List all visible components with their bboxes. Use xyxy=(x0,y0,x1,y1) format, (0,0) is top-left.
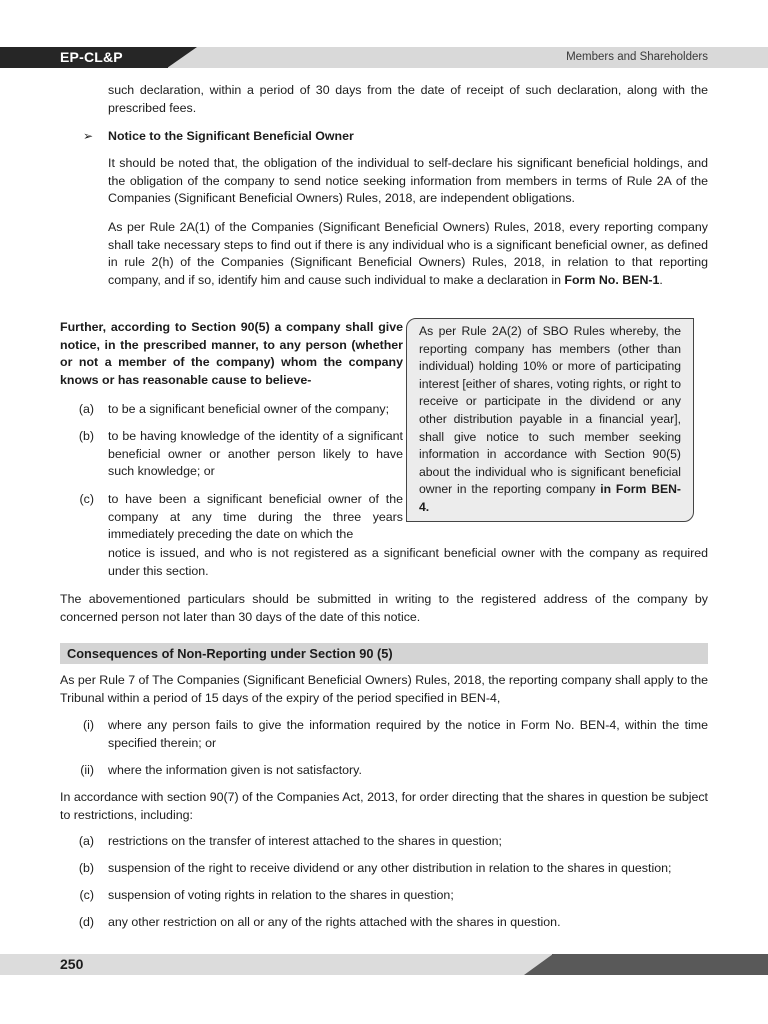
restriction-c-text: suspension of voting rights in relation to the shares in question; xyxy=(108,888,454,902)
restriction-b-text: suspension of the right to receive dividend or any other distribution in relation to the shares in question; xyxy=(108,861,672,875)
paragraph-submit: The abovementioned particulars should be submitted in writing to the registered address of the company by concerned person not later than 30 days of the date of this notice. xyxy=(60,592,708,624)
header-chapter-title: Members and Shareholders xyxy=(566,51,708,63)
restriction-d-text: any other restriction on all or any of the rights attached with the shares in question. xyxy=(108,915,561,929)
paragraph-rule-2a1 xyxy=(108,219,708,289)
restriction-label-a: (a) xyxy=(78,834,94,848)
header-tab-slant xyxy=(167,47,197,68)
item-a-text: to be a significant beneficial owner of the company; xyxy=(108,402,390,416)
item-label-c: (c) xyxy=(79,492,94,506)
callout-text: As per Rule 2A(2) of SBO Rules whereby, the reporting company has members (other than individual) holding 10% or more of participating interest [either of shares, voting rights, or right to receive or participate in the dividend or any other distribution payable in a financial year], shall give notice to such member seeking information in accordance with Section 90(5) about the individual who is significant beneficial owner in the reporting company xyxy=(419,324,681,497)
section-90-5-intro: Further, according to Section 90(5) a company shall give notice, in the prescribed manner, to any person (whether or not a member of the company) whom the company knows or has reasonable cause to believe- xyxy=(60,320,403,387)
paragraph-continuation: such declaration, within a period of 30 days from the date of receipt of such declaration, along with the prescribed fees. xyxy=(108,83,708,115)
item-ii-text: where the information given is not satisfactory. xyxy=(108,763,362,777)
bullet-arrow-icon: ➢ xyxy=(83,129,94,143)
restriction-label-c: (c) xyxy=(79,888,94,902)
footer-dark-tab xyxy=(552,954,768,975)
item-label-ii: (ii) xyxy=(80,763,94,777)
item-i-text: where any person fails to give the information required by the notice in Form No. BEN-4, within the time specified therein; or xyxy=(108,718,708,750)
rule-2a1-end: . xyxy=(659,272,663,287)
restriction-a-text: restrictions on the transfer of interest attached to the shares in question; xyxy=(108,834,502,848)
item-b-text: to be having knowledge of the identity of a significant beneficial owner or another person likely to have such knowledge; or xyxy=(108,429,403,478)
page-number: 250 xyxy=(60,956,84,972)
paragraph-obligation: It should be noted that, the obligation of the individual to self-declare his significant beneficial holdings, and the obligation of the company to send notice seeking information from members in terms of Rule 2A of the Companies (Significant Beneficial Owners) Rules, 2018, are independent obligations. xyxy=(108,156,708,205)
restriction-label-b: (b) xyxy=(78,861,94,875)
item-c-text: to have been a significant beneficial owner of the company at any time during the three years immediately preceding the date on which the xyxy=(108,492,403,541)
callout-form-ref: in Form BEN-4. xyxy=(419,482,681,514)
item-label-b: (b) xyxy=(78,429,94,443)
rule-2a1-form-ref: Form No. BEN-1 xyxy=(564,272,660,287)
restriction-label-d: (d) xyxy=(78,915,94,929)
paragraph-section-90-7: In accordance with section 90(7) of the Companies Act, 2013, for order directing that the shares in question be subject to restrictions, including: xyxy=(60,790,708,822)
header-course-code: EP-CL&P xyxy=(60,49,123,65)
section-heading-consequences: Consequences of Non-Reporting under Section 90 (5) xyxy=(60,643,708,664)
rule-2a2-callout-box xyxy=(406,318,694,522)
footer-slant xyxy=(524,954,553,975)
paragraph-rule-7: As per Rule 7 of The Companies (Significant Beneficial Owners) Rules, 2018, the reporting company shall apply to the Tribunal within a period of 15 days of the expiry of the period specified in BEN-4, xyxy=(60,673,708,705)
item-c-text-continued: notice is issued, and who is not registered as a significant beneficial owner with the company as required under this section. xyxy=(108,546,708,578)
bullet-heading: Notice to the Significant Beneficial Owner xyxy=(108,129,354,143)
item-label-i: (i) xyxy=(82,718,94,732)
rule-2a1-text: As per Rule 2A(1) of the Companies (Significant Beneficial Owners) Rules, 2018, every reporting company shall take necessary steps to find out if there is any individual who is a significant beneficial owner, as defined in rule 2(h) of the Companies (Significant Beneficial Owners) Rules, 2018, in relation to that reporting company, and if so, identify him and cause such individual to make a declaration in xyxy=(108,220,708,287)
item-label-a: (a) xyxy=(78,402,94,416)
